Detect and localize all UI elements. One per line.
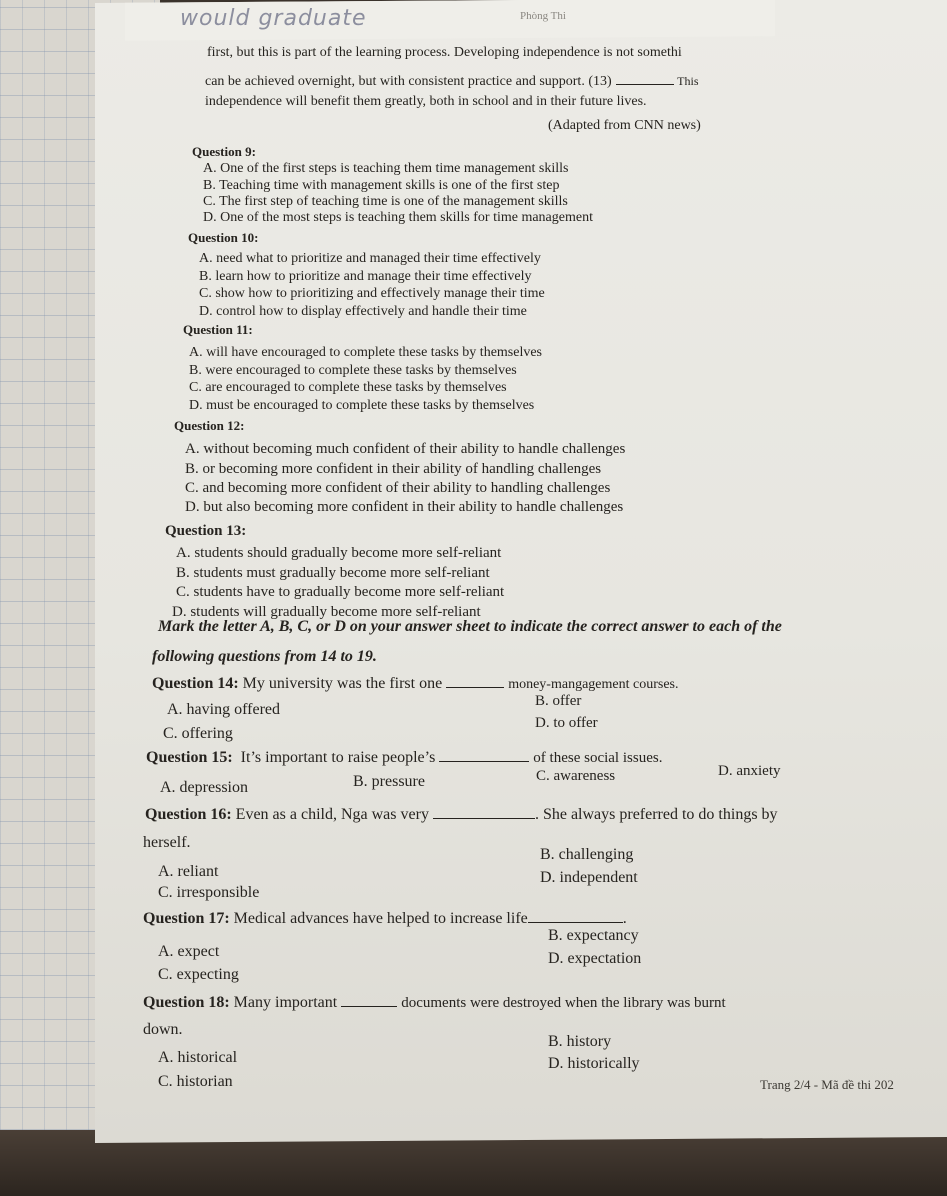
q16-option-d: D. independent [540,869,638,886]
q10-option-a: A. need what to prioritize and managed their time effectively [199,251,541,266]
q10-option-d: D. control how to display effectively and handle their time [199,304,527,319]
question-15-stem [146,747,662,767]
q16-blank [433,804,535,819]
q17-option-b: B. expectancy [548,927,639,944]
q15-option-d: D. anxiety [718,763,781,779]
question-14-stem [152,673,678,694]
q18-option-b: B. history [548,1033,612,1050]
q14-option-b: B. offer [535,693,582,709]
q11-option-c: C. are encouraged to complete these tasks by themselves [189,380,507,395]
corner-note: Phòng Thi [520,10,566,22]
q9-option-b: B. Teaching time with management skills is one of the first step [203,178,560,193]
question-10-title: Question 10: [188,230,259,245]
q16-label: Question 16: [145,806,232,823]
q14-label: Question 14: [152,675,239,692]
q17-stem-start: Medical advances have helped to increase life [233,910,528,927]
q18-stem-end: documents were destroyed when the library was burnt [401,995,726,1011]
passage-line-2 [205,70,699,91]
q17-stem-end: . [622,910,627,927]
q18-stem-continued: down. [143,1021,183,1038]
q9-option-d: D. One of the most steps is teaching them skills for time management [203,210,593,225]
q18-label: Question 18: [143,994,230,1011]
question-17-stem [143,908,627,928]
q15-label: Question 15: [146,749,233,766]
q12-option-a: A. without becoming much confident of their ability to handle challenges [185,441,626,457]
q10-option-c: C. show how to prioritizing and effectively manage their time [199,286,545,301]
q17-option-c: C. expecting [158,966,239,983]
q17-label: Question 17: [143,910,230,927]
q15-stem-end: of these social issues. [533,750,663,766]
passage-line-1: first, but this is part of the learning process. Developing independence is not somethi [207,45,682,60]
q13-option-b: B. students must gradually become more self-reliant [176,565,490,581]
passage-line-3: independence will benefit them greatly, both in school and in their future lives. [205,94,647,109]
question-13-title: Question 13: [165,523,247,539]
handwritten-note: would graduate [180,6,367,31]
instruction-line-2: following questions from 14 to 19. [152,648,377,665]
q12-option-b: B. or becoming more confident in their ability of handling challenges [185,461,602,477]
instruction-line-1: Mark the letter A, B, C, or D on your answer sheet to indicate the correct answer to each of the [158,618,782,635]
q14-stem-end: money-mangagement courses. [508,677,679,692]
q15-stem-start: It’s important to raise people’s [240,749,436,766]
q17-option-d: D. expectation [548,950,642,967]
q13-option-c: C. students have to gradually become more self-reliant [176,584,505,600]
q14-stem-start: My university was the first one [242,675,443,692]
q16-stem-end: . She always preferred to do things by [534,806,778,823]
q11-option-b: B. were encouraged to complete these tasks by themselves [189,363,517,378]
q14-option-a: A. having offered [167,701,280,718]
q16-option-c: C. irresponsible [158,884,260,901]
q18-stem-start: Many important [233,994,338,1011]
question-16-stem [145,804,778,824]
passage-line-2-end: This [677,74,699,88]
q12-option-c: C. and becoming more confident of their ability to handling challenges [185,480,611,496]
q15-option-b: B. pressure [353,773,425,790]
q10-option-b: B. learn how to prioritize and manage their time effectively [199,269,532,284]
q15-blank [439,747,529,762]
q18-option-d: D. historically [548,1055,640,1072]
q18-option-a: A. historical [158,1049,238,1066]
q12-option-d: D. but also becoming more confident in their ability to handle challenges [185,499,624,515]
q16-stem-continued: herself. [143,834,191,851]
question-18-stem [143,992,726,1012]
q9-option-a: A. One of the first steps is teaching them time management skills [203,161,569,176]
q16-option-b: B. challenging [540,846,634,863]
q14-blank [446,673,504,688]
blank-13 [616,70,674,85]
q15-option-a: A. depression [160,779,248,796]
q11-option-a: A. will have encouraged to complete these tasks by themselves [189,345,543,360]
q14-option-d: D. to offer [535,715,598,731]
q17-blank [528,908,623,923]
question-12-title: Question 12: [174,418,245,433]
q18-blank [341,992,397,1007]
page-footer: Trang 2/4 - Mã đề thi 202 [760,1077,894,1092]
question-9-title: Question 9: [192,144,256,159]
q13-option-d: D. students will gradually become more self-reliant [172,604,481,620]
q14-option-c: C. offering [163,725,233,742]
q11-option-d: D. must be encouraged to complete these tasks by themselves [189,398,535,413]
q17-option-a: A. expect [158,943,220,960]
q16-option-a: A. reliant [158,863,219,880]
q13-option-a: A. students should gradually become more self-reliant [176,545,502,561]
passage-line-2-text: can be achieved overnight, but with consistent practice and support. (13) [205,74,612,89]
q9-option-c: C. The first step of teaching time is one of the management skills [203,194,568,209]
q15-option-c: C. awareness [536,768,616,784]
q18-option-c: C. historian [158,1073,233,1090]
q16-stem-start: Even as a child, Nga was very [235,806,429,823]
question-11-title: Question 11: [183,322,253,337]
passage-source: (Adapted from CNN news) [548,118,701,133]
